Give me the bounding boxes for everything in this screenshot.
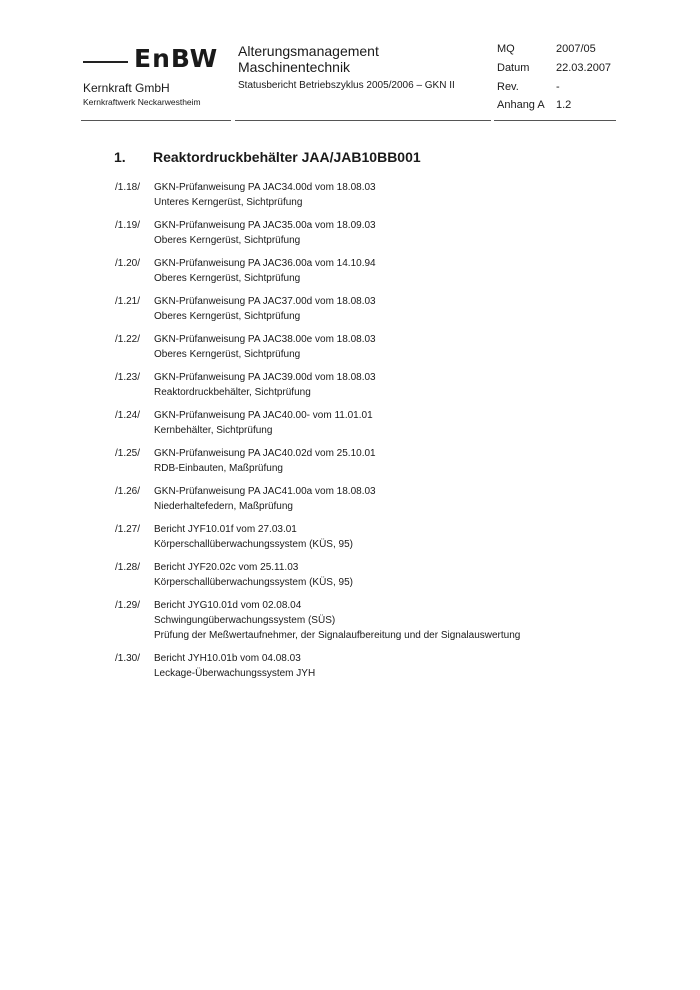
reference-text: [154, 370, 376, 400]
meta-label-mq: MQ: [497, 43, 515, 55]
reference-text: [154, 256, 376, 286]
reference-number: /1.30/: [115, 653, 141, 664]
meta-label-datum: Datum: [497, 62, 530, 74]
reference-line: Körperschallüberwachungssystem (KÜS, 95): [154, 539, 353, 550]
reference-item: [0, 560, 700, 598]
reference-item: [0, 484, 700, 522]
reference-text: [154, 560, 353, 590]
reference-line: Bericht JYH10.01b vom 04.08.03: [154, 653, 301, 664]
reference-item: [0, 294, 700, 332]
reference-line: Oberes Kerngerüst, Sichtprüfung: [154, 311, 301, 322]
reference-text: [154, 180, 376, 210]
reference-line: Reaktordruckbehälter, Sichtprüfung: [154, 387, 311, 398]
reference-number: /1.18/: [115, 182, 141, 193]
reference-item: [0, 332, 700, 370]
reference-number: /1.23/: [115, 372, 141, 383]
reference-line: Oberes Kerngerüst, Sichtprüfung: [154, 349, 301, 360]
company-name: Kernkraft GmbH: [83, 81, 170, 95]
reference-text: [154, 332, 376, 362]
document-title: [238, 43, 379, 75]
meta-value-rev: -: [556, 81, 560, 93]
reference-number: /1.25/: [115, 448, 141, 459]
reference-number: /1.26/: [115, 486, 141, 497]
reference-number: /1.28/: [115, 562, 141, 573]
header-rule: [235, 120, 491, 121]
meta-value-datum: 22.03.2007: [556, 62, 612, 74]
reference-line: Körperschallüberwachungssystem (KÜS, 95): [154, 577, 353, 588]
reference-number: /1.20/: [115, 258, 141, 269]
reference-number: /1.29/: [115, 600, 141, 611]
reference-line: GKN-Prüfanweisung PA JAC40.00- vom 11.01.01: [154, 410, 373, 421]
reference-item: [0, 446, 700, 484]
reference-item: [0, 598, 700, 651]
reference-text: [154, 446, 376, 476]
reference-text: [154, 598, 520, 643]
reference-line: GKN-Prüfanweisung PA JAC35.00a vom 18.09.03: [154, 220, 376, 231]
reference-item: [0, 522, 700, 560]
document-title-line2: Maschinentechnik: [238, 59, 351, 75]
reference-line: RDB-Einbauten, Maßprüfung: [154, 463, 283, 474]
reference-text: [154, 218, 376, 248]
meta-label-rev: Rev.: [497, 81, 519, 93]
plant-name: Kernkraftwerk Neckarwestheim: [83, 97, 201, 107]
reference-number: /1.22/: [115, 334, 141, 345]
reference-line: GKN-Prüfanweisung PA JAC38.00e vom 18.08.03: [154, 334, 376, 345]
enbw-logo: EnBW: [134, 44, 219, 73]
reference-item: [0, 180, 700, 218]
reference-line: Oberes Kerngerüst, Sichtprüfung: [154, 273, 301, 284]
reference-line: Prüfung der Meßwertaufnehmer, der Signalaufbereitung und der Signalauswertung: [154, 630, 521, 641]
reference-line: GKN-Prüfanweisung PA JAC40.02d vom 25.10.01: [154, 448, 376, 459]
reference-number: /1.24/: [115, 410, 141, 421]
reference-line: Bericht JYG10.01d vom 02.08.04: [154, 600, 302, 611]
reference-item: [0, 651, 700, 689]
reference-text: [154, 522, 353, 552]
reference-line: GKN-Prüfanweisung PA JAC39.00d vom 18.08.03: [154, 372, 376, 383]
header-rule: [494, 120, 616, 121]
meta-label-anhang: Anhang A: [497, 99, 545, 111]
reference-text: [154, 484, 376, 514]
reference-list: [0, 180, 700, 689]
reference-number: /1.27/: [115, 524, 141, 535]
section-number: 1.: [114, 149, 126, 165]
reference-line: Unteres Kerngerüst, Sichtprüfung: [154, 197, 303, 208]
reference-text: [154, 294, 376, 324]
reference-line: Niederhaltefedern, Maßprüfung: [154, 501, 293, 512]
reference-item: [0, 408, 700, 446]
reference-number: /1.21/: [115, 296, 141, 307]
meta-value-mq: 2007/05: [556, 43, 596, 55]
document-subtitle: Statusbericht Betriebszyklus 2005/2006 – GKN II: [238, 80, 455, 91]
reference-line: GKN-Prüfanweisung PA JAC37.00d vom 18.08.03: [154, 296, 376, 307]
reference-line: Bericht JYF20.02c vom 25.11.03: [154, 562, 299, 573]
reference-line: Kernbehälter, Sichtprüfung: [154, 425, 273, 436]
reference-text: [154, 651, 315, 681]
header-rule: [81, 120, 231, 121]
document-title-line1: Alterungsmanagement: [238, 43, 379, 59]
reference-item: [0, 370, 700, 408]
logo-line: [83, 61, 128, 63]
reference-item: [0, 256, 700, 294]
reference-line: GKN-Prüfanweisung PA JAC34.00d vom 18.08.03: [154, 182, 376, 193]
reference-number: /1.19/: [115, 220, 141, 231]
reference-text: [154, 408, 373, 438]
reference-line: Schwingungüberwachungssystem (SÜS): [154, 615, 336, 626]
reference-line: Leckage-Überwachungssystem JYH: [154, 668, 316, 679]
section-title: Reaktordruckbehälter JAA/JAB10BB001: [153, 149, 421, 165]
reference-line: GKN-Prüfanweisung PA JAC36.00a vom 14.10.94: [154, 258, 376, 269]
reference-line: Bericht JYF10.01f vom 27.03.01: [154, 524, 297, 535]
reference-line: Oberes Kerngerüst, Sichtprüfung: [154, 235, 301, 246]
reference-line: GKN-Prüfanweisung PA JAC41.00a vom 18.08.03: [154, 486, 376, 497]
meta-value-anhang: 1.2: [556, 99, 572, 111]
reference-item: [0, 218, 700, 256]
